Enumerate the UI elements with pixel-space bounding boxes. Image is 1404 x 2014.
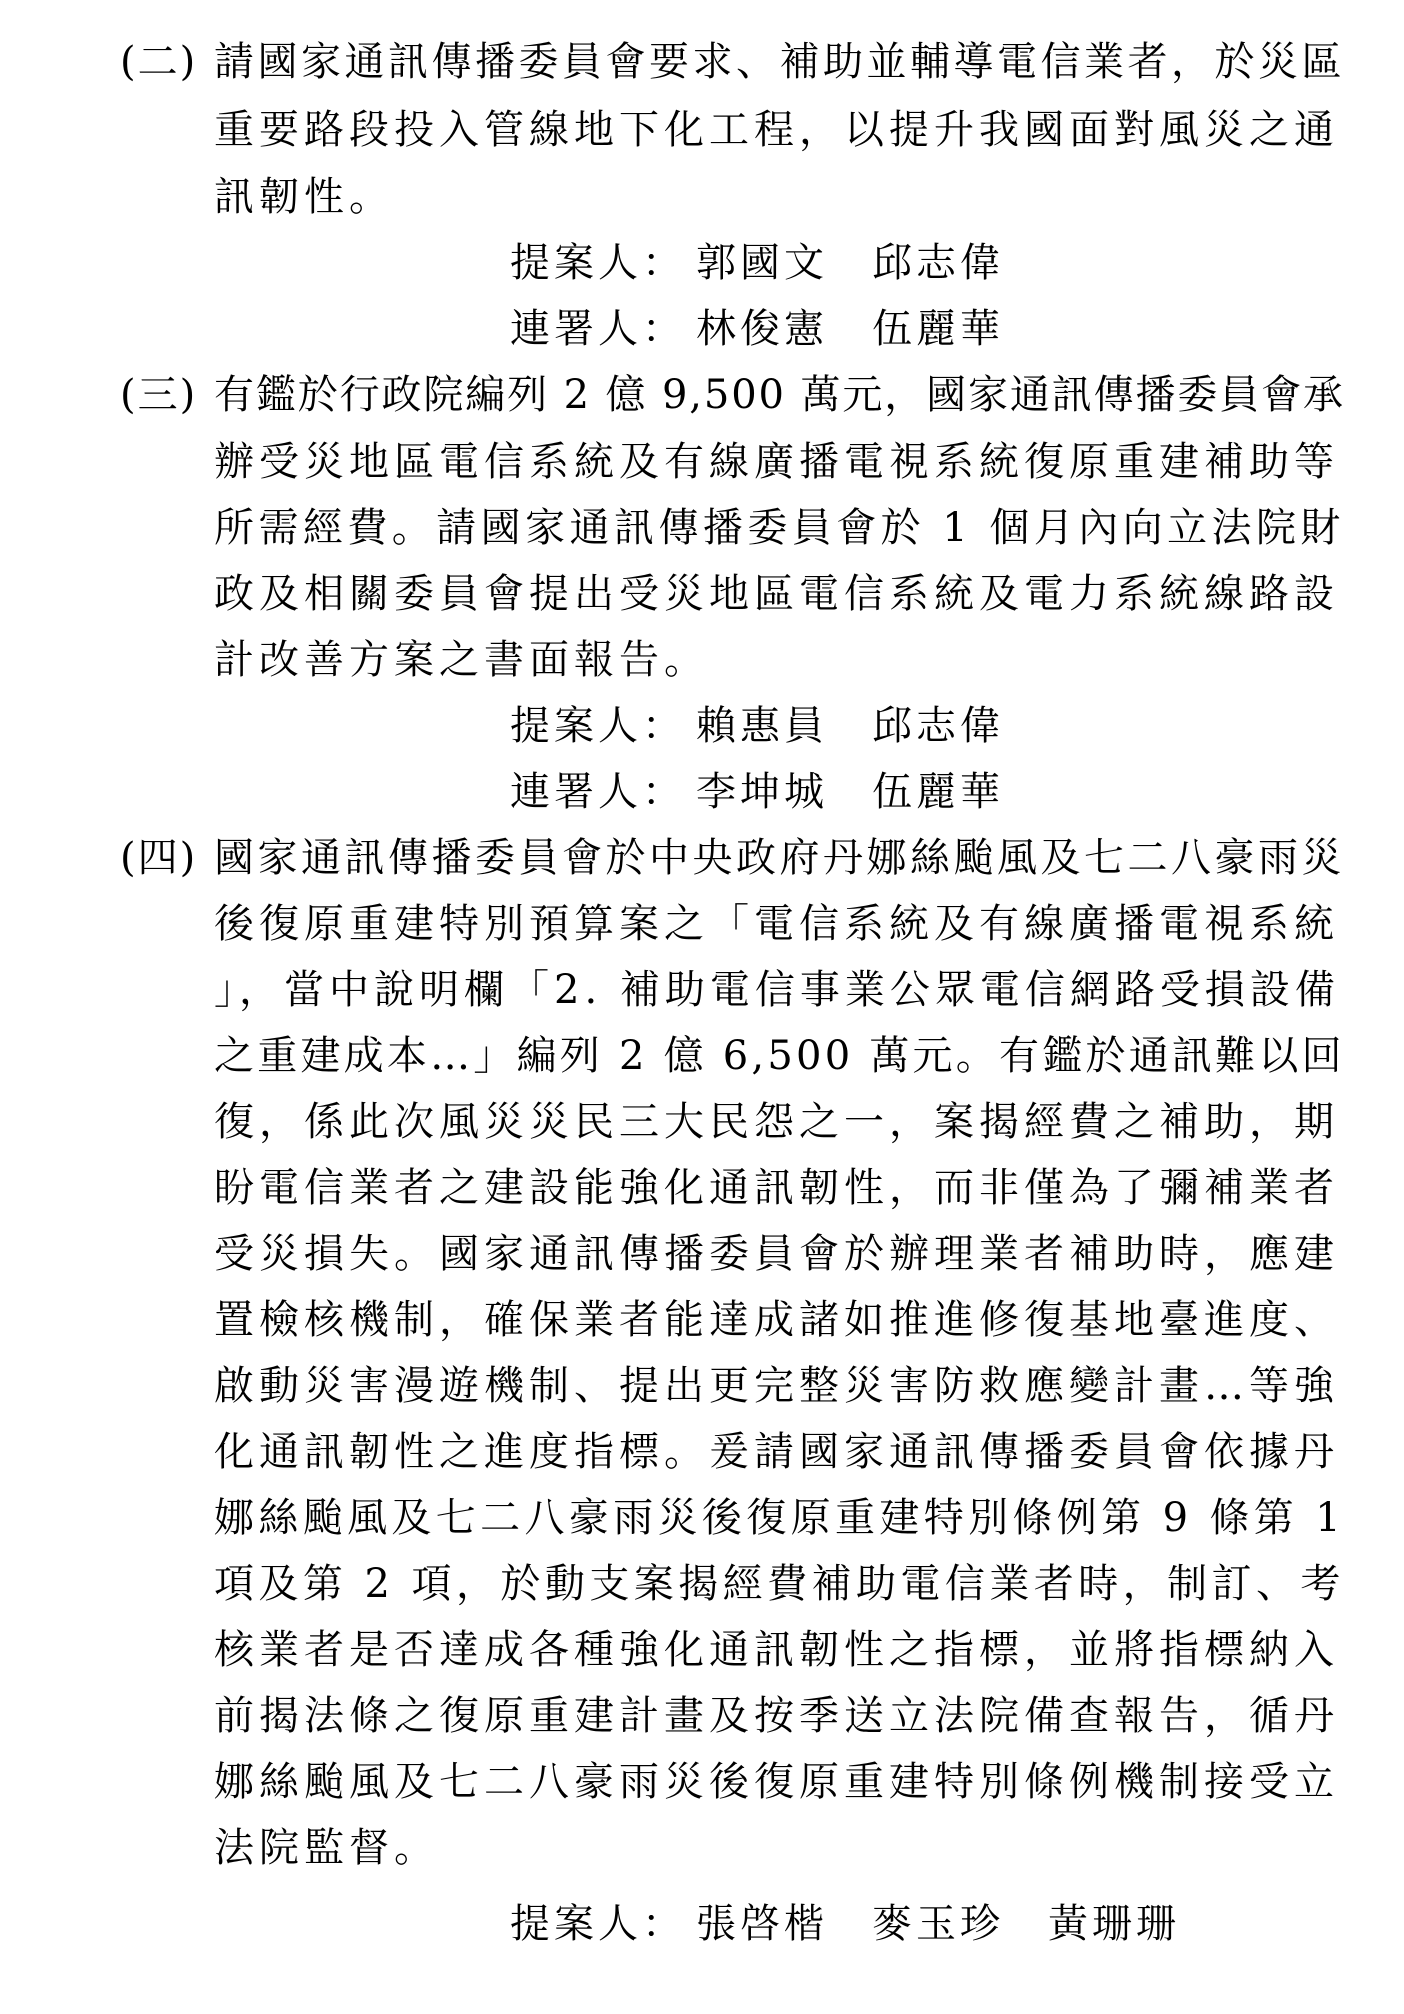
proposer-name: 黃珊珊	[1048, 1901, 1180, 1947]
item-text-line: 訊韌性。	[214, 174, 394, 220]
item-marker: (二)	[120, 39, 198, 85]
item-text-line: 項及第 2 項，於動支案揭經費補助電信業者時，制訂、考	[214, 1561, 1345, 1607]
proposer-name: 邱志偉	[872, 703, 1004, 749]
item-text-line: 請國家通訊傳播委員會要求、補助並輔導電信業者，於災區	[214, 39, 1345, 85]
item-text-line: 辦受災地區電信系統及有線廣播電視系統復原重建補助等	[214, 439, 1339, 485]
item-text-line: 之重建成本…」編列 2 億 6,500 萬元。有鑑於通訊難以回	[214, 1033, 1345, 1079]
proposer-label: 提案人：	[510, 1901, 686, 1947]
proposer-name: 張啓楷	[696, 1901, 828, 1947]
proposer-line	[510, 1901, 1224, 1947]
item-text-line: 政及相關委員會提出受災地區電信系統及電力系統線路設	[214, 571, 1339, 617]
proposer-name: 郭國文	[696, 240, 828, 286]
item-text-line: 核業者是否達成各種強化通訊韌性之指標，並將指標納入	[214, 1627, 1339, 1673]
item-marker: (三)	[120, 372, 198, 418]
item-text-line: 娜絲颱風及七二八豪雨災後復原重建特別條例機制接受立	[214, 1759, 1339, 1805]
proposer-label: 提案人：	[510, 703, 686, 749]
item-text-line: 國家通訊傳播委員會於中央政府丹娜絲颱風及七二八豪雨災	[214, 835, 1345, 881]
item-text-line: 盼電信業者之建設能強化通訊韌性，而非僅為了彌補業者	[214, 1165, 1339, 1211]
proposer-label: 提案人：	[510, 240, 686, 286]
item-text-line: 化通訊韌性之進度指標。爰請國家通訊傳播委員會依據丹	[214, 1429, 1339, 1475]
item-text-line: 置檢核機制，確保業者能達成諸如推進修復基地臺進度、	[214, 1297, 1339, 1343]
proposer-name: 麥玉珍	[872, 1901, 1004, 1947]
cosigner-line	[510, 306, 1048, 352]
item-text-line: 啟動災害漫遊機制、提出更完整災害防救應變計畫…等強	[214, 1363, 1339, 1409]
item-text-line: 重要路段投入管線地下化工程，以提升我國面對風災之通	[214, 107, 1339, 153]
item-text-line: 法院監督。	[214, 1825, 439, 1871]
cosigner-name: 李坤城	[696, 769, 828, 815]
cosigner-name: 伍麗華	[872, 306, 1004, 352]
cosigner-name: 伍麗華	[872, 769, 1004, 815]
proposer-line	[510, 703, 1048, 749]
item-text-line: 前揭法條之復原重建計畫及按季送立法院備查報告，循丹	[214, 1693, 1339, 1739]
item-text-line: 受災損失。國家通訊傳播委員會於辦理業者補助時，應建	[214, 1231, 1339, 1277]
cosigner-name: 林俊憲	[696, 306, 828, 352]
item-text-line: 娜絲颱風及七二八豪雨災後復原重建特別條例第 9 條第 1	[214, 1495, 1346, 1541]
proposer-name: 邱志偉	[872, 240, 1004, 286]
item-text-line: 復，係此次風災災民三大民怨之一，案揭經費之補助，期	[214, 1099, 1339, 1145]
item-text-line: 」，當中說明欄「2. 補助電信事業公眾電信網路受損設備	[214, 967, 1340, 1013]
item-text-line: 後復原重建特別預算案之「電信系統及有線廣播電視系統	[214, 901, 1339, 947]
item-text-line: 所需經費。請國家通訊傳播委員會於 1 個月內向立法院財	[214, 505, 1345, 551]
cosigner-label: 連署人：	[510, 306, 686, 352]
cosigner-line	[510, 769, 1048, 815]
item-marker: (四)	[120, 835, 198, 881]
proposer-line	[510, 240, 1048, 286]
item-text-line: 有鑑於行政院編列 2 億 9,500 萬元，國家通訊傳播委員會承	[214, 372, 1345, 418]
item-text-line: 計改善方案之書面報告。	[214, 637, 709, 683]
proposer-name: 賴惠員	[696, 703, 828, 749]
cosigner-label: 連署人：	[510, 769, 686, 815]
